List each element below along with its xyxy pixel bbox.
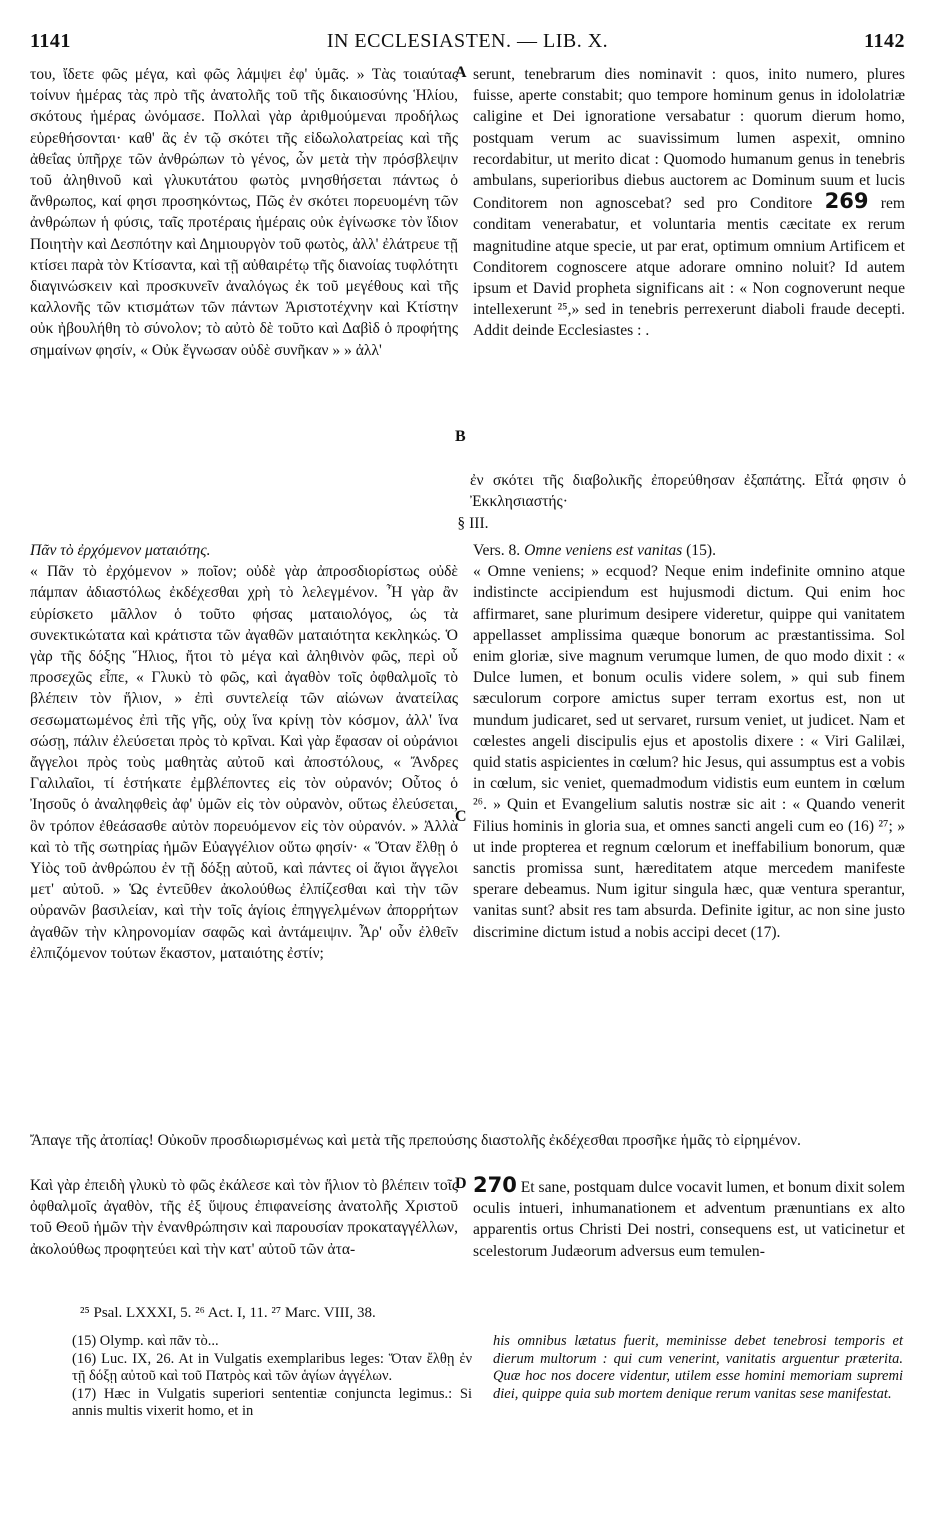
latin-text: serunt, tenebrarum dies nominavit : quos, inito numero, plures fuisse, aperte constabit; quo tempore hominum genus in idololatriæ caligine et Dei ignoratione versabatur : quorum dierum homo, postquam verum ac suavissimum lumen aspexit, omnino recordabitur, ut merito dicat : Quomodo humanum genus in tenebris ambulans, superioribus diebus auctorem ac Dominum suum et lucis Conditorem non agnoscebat? sed pro Conditore	[473, 66, 905, 213]
greek-paragraph: Καὶ γὰρ ἐπειδὴ γλυκὺ τὸ φῶς ἐκάλεσε καὶ τὸν ἥλιον τὸ βλέπειν τοῖς ὀφθαλμοῖς ἀγαθὸν, τῆς ἐξ ὕψους ἐπιφανείσης ἀνατολῆς Χριστοῦ τοῦ Θεοῦ ἡμῶν τὴν ἐνανθρώπησιν καὶ παρουσίαν προκαταγγέλλων, ἀκολούθως προφητεύει καὶ τὴν κατ' αὐτοῦ τῶν ἀτα-	[30, 1177, 458, 1258]
latin-text-cont: rem conditam venerabatur, et voluntaria mentis cæcitate ex rerum magnitudine atque specie, ut par erat, optimum omnium Artificem et Conditorem cognoscere atque adorare omnino noluit? Id autem ipsum et David propheta significans ait : « Non cognoverunt neque intellexerunt ²⁵,» sed in tenebris perrexerunt diaboli fraude decepti. Addit deinde Ecclesiastes : .	[473, 195, 906, 340]
greek-paragraph: του, ἴδετε φῶς μέγα, καὶ φῶς λάμψει ἐφ' ὑμᾶς. » Τὰς τοιαύτας τοίνυν ἡμέρας τὰς πρὸ τῆς ἀνατολῆς τοῦ τῆς δικαιοσύνης Ἡλίου, σκότους ἡμέρας ὠνόμασε. Πολλαὶ γὰρ ἀριθμούμεναι προδήλως εὑρεθήσονται· καθ' ἃς ἐν τῷ σκότει τῆς εἰδωλολατρείας καὶ τῆς ἀθεΐας ὑπῆρχε τῶν ἀνθρώπων τὸ γένος, ὧν μετὰ τὴν πρόσβλεψιν τοῦ ἀληθινοῦ καὶ γλυκυτάτου φωτὸς μνησθήσεται πάντως ὁ ἄνθρωπος, καί φησι προσηκόντως, Πῶς ἐν σκότει πορευομένη τῶν ἀνθρώπων ἡ φύσις, ταῖς προτέραις ἡμέραις οὐκ ἐγίνωσκε τὸν ἴδιον Ποιητὴν καὶ Δεσπότην καὶ Δημιουργὸν τοῦ φωτὸς, ἀλλ' ἐλάτρευε τῇ κτίσει παρὰ τὸν Κτίσαντα, καὶ τῇ αὐθαιρέτῳ τῆς διανοίας τυφλότητι διαγινώσκειν καὶ προσκυνεῖν ἀναλόγως ἐκ τοῦ μεγέθους καὶ τῆς καλλονῆς τῶν κτισμάτων τῶν πάντων Ἀριστοτέχνην καὶ Κτίστην οὐκ ἠβουλήθη τὸ σύνολον; τὸ αὐτὸ δὲ τοῦτο καὶ Δαβὶδ ὁ προφήτης σημαίνων φησίν, « Οὐκ ἔγνωσαν οὐδὲ συνῆκαν » » ἀλλ'	[30, 66, 458, 359]
greek-subheading: Πᾶν τὸ ἐρχόμενον ματαιότης.	[30, 542, 211, 559]
verse-note: (15).	[686, 542, 716, 559]
verse-label: Vers. 8.	[473, 542, 521, 559]
notes-right	[493, 1333, 903, 1403]
greek-paragraph: « Πᾶν τὸ ἐρχόμενον » ποῖον; οὐδὲ γὰρ ἀπροσδιορίστως οὐδὲ πάμπαν ἀδιαστόλως ἐκδέχεσθαι χρὴ τὸ λελεγμένον. Ἦ γὰρ ἂν εὑρίσκετο μᾶλλον ὁ τοῦτο φήσας ματαιολόγος, ὡς τὰ συνεκτικώτατα καὶ κράτιστα τῶν ἀγαθῶν ματαιότητα κεκληκώς. Ὁ γὰρ τῆς δόξης Ἥλιος, ἤτοι τὸ μέγα καὶ ἀληθινὸν φῶς, περὶ οὗ προσεχῶς εἶπε, « Γλυκὺ τὸ φῶς, καὶ ἀγαθὸν τοῖς ὀφθαλμοῖς τὸ βλέπειν τὸν ἥλιον, » ἐπὶ συντελείᾳ τῶν αἰώνων ἀνατείλας σεσωματωμένος ἐπὶ τῆς γῆς, οὐχ ἵνα κρίνῃ τὸν κόσμον, ἀλλ' ἵνα σώσῃ, πάλιν ἐλεύσεται πρὸς τὸ κρῖναι. Καὶ γὰρ ἔφασαν οἱ οὐράνιοι ἄγγελοι πρὸς τοὺς μαθητὰς αὐτοῦ καὶ ἀποστόλους, « Ἄνδρες Γαλιλαῖοι, τί ἑστήκατε ἐμβλέποντες εἰς τὸν οὐρανόν; Οὗτος ὁ Ἰησοῦς ὁ ἀναληφθεὶς ἀφ' ὑμῶν εἰς τὸν οὐρανὸν, οὕτως ἐλεύσεται, ὃν τρόπον ἐθεάσασθε αὐτὸν πορευόμενον εἰς τὸν οὐρανόν. » Ἀλλὰ καὶ τὸ τῆς σωτηρίας ἡμῶν Εὐαγγέλιον οὕτω φησίν· « Ὅταν ἔλθῃ ὁ Υἱὸς τοῦ ἀνθρώπου ἐν τῇ δόξῃ αὐτοῦ, καὶ πάντες οἱ ἅγιοι ἄγγελοι μετ' αὐτοῦ. » Ὡς ἐντεῦθεν ἀκολούθως ἐλπίζεσθαι καὶ τὴν τῶν οὐρανῶν βασιλείαν, καὶ τὴν τοῖς ἁγίοις ἐπηγγελμένων ἀπορρήτων ἀγαθῶν τὴν κληρονομίαν σαφῶς καὶ ἀντάμειψιν. Ἆρ' οὖν ἐλθεῖν ἐλπιζόμενον τούτων ἕκαστον, ματαιότης ἐστίν;	[30, 563, 458, 962]
latin-text: Et sane, postquam dulce vocavit lumen, et bonum dixit solem oculis intueri, inhumanationem et adventum prænuntians ex alto apparentis ortus Christi Dei nostri, consequens est, ut vaticinetur et scelestorum Judæorum adversus eum temulen-	[473, 1179, 905, 1260]
greek-wide-text: Ἄπαγε τῆς ἀτοπίας! Οὐκοῦν προσδιωρισμένως καὶ μετὰ τῆς πρεπούσης διαστολῆς ἐκδέχεσθαι προσῆκε ἡμᾶς τὸ εἰρημένον.	[30, 1132, 801, 1149]
margin-letter-d: D	[455, 1175, 467, 1192]
latin-column-bottom	[473, 1175, 905, 1262]
latin-column-middle	[473, 540, 905, 943]
notes-left	[72, 1333, 472, 1421]
greek-wide-text: ἐν σκότει τῆς διαβολικῆς ἐπορεύθησαν ἐξαπάτης. Εἶτά φησιν ὁ Ἐκκλησιαστής·	[470, 472, 906, 511]
latin-paragraph: « Omne veniens; » ecquod? Neque enim indefinite omnino atque indistincte accipiendum est hujusmodi dictum. Qui enim hoc affirmaret, sane plurimum desipere videretur, quippe qui vanitatem appellasset amplissima quæque bonorum ac præstantissima. Sol enim gloriæ, sive magnum verumque lumen, de quo modo dixit : « Dulce lumen, et bonum oculis videre solem, » qui sub finem sæculorum corpore amictus super terram exortus est, non ut mundum judicaret, sed ut servaret, rursum veniet, ut judicet. Nam et cœlestes angeli discipulis ejus et apostolis dixere : « Viri Galilæi, quid statis aspicientes in cœlum? hic Jesus, qui assumptus est a vobis in cœlum, sic veniet, quemadmodum vidistis eum euntem in cœlum ²⁶. » Quin et Evangelium salutis nostræ sic ait : « Quando venerit Filius hominis in gloria sua, et omnes sancti angeli cum eo (16) ²⁷; » ut inde propterea et regnum cœlorum et ineffabilium bonorum, quæ sanctis promissa sunt, hæreditatem atque mercedem manifeste sperare debeamus. Num igitur singula hæc, quæ ventura sperantur, vanitas sunt? absit res tam absurda. Definite igitur, ac non sine justo discrimine dictum istud a nobis accipi decet (17).	[473, 563, 905, 941]
greek-wide-line	[30, 470, 906, 512]
margin-letter-a: A	[455, 64, 467, 81]
running-title: IN ECCLESIASTEN. — LIB. X.	[326, 30, 609, 52]
verse-heading	[473, 540, 905, 561]
section-heading: § III.	[457, 515, 489, 532]
running-header	[30, 30, 905, 56]
verse-text: Omne veniens est vanitas	[524, 542, 683, 559]
page-number-left: 1141	[30, 30, 71, 52]
greek-column-middle	[30, 540, 458, 964]
note-continuation: his omnibus lætatus fuerit, meminisse debet tenebrosi temporis et dierum multorum : qui cum venerint, vanitatis arguentur præterita. Quæ hoc nos docere videntur, utilem esse homini memoriam supremi diei, quippe quia sub mortem denique rerum vanitas sese manifestat.	[493, 1333, 903, 1402]
column-number: 270	[473, 1173, 517, 1197]
column-number: 269	[824, 189, 869, 214]
note: (16) Luc. IX, 26. At in Vulgatis exemplaribus leges: Ὅταν ἔλθῃ ἐν τῇ δόξῃ αὐτοῦ καὶ τοῦ Πατρὸς καὶ τῶν ἁγίων ἀγγέλων.	[72, 1350, 472, 1384]
note: (17) Hæc in Vulgatis superiori sententiæ conjuncta legimus.: Si annis multis vixerit homo, et in	[72, 1385, 472, 1419]
margin-letter-c: C	[455, 808, 467, 825]
latin-column-top	[473, 64, 905, 342]
latin-paragraph	[473, 1175, 905, 1262]
greek-column-bottom	[30, 1175, 458, 1260]
latin-paragraph	[473, 64, 905, 342]
note: (15) Olymp. καὶ πᾶν τὸ...	[72, 1333, 219, 1349]
greek-wide-line-2	[30, 1130, 906, 1151]
greek-column-top	[30, 64, 458, 361]
page-number-right: 1142	[864, 30, 905, 52]
footnote-references: ²⁵ Psal. LXXXI, 5. ²⁶ Act. I, 11. ²⁷ Marc. VIII, 38.	[80, 1305, 376, 1321]
margin-letter-b: B	[455, 428, 466, 445]
